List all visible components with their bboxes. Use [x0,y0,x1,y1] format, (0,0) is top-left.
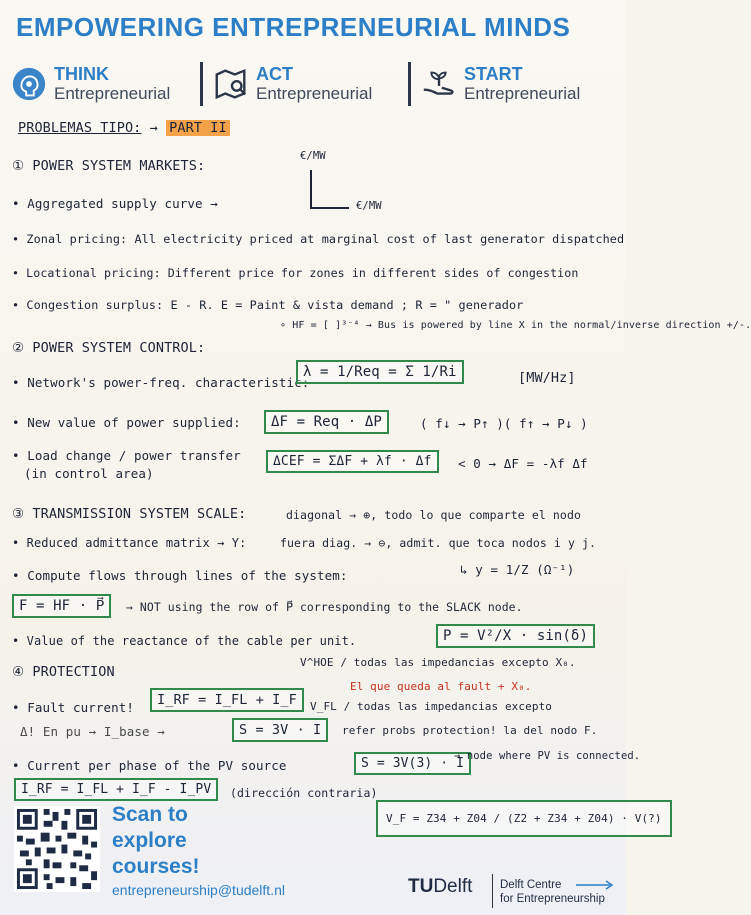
logo-prefix: TU [408,876,434,897]
note-line: (in control area) [24,466,154,481]
note-line: • Network's power-freq. characteristic: [12,375,310,390]
note-aside: < 0 → ΔF = -λf Δf [458,456,588,471]
note-aside: V^HOE / todas las impedancias excepto X₀. [300,656,576,669]
note-aside: V_FL / todas las impedancias excepto [310,700,553,713]
brand-keyword: ACT [256,64,293,84]
part-badge: PART II [166,120,230,136]
supply-curve-sketch [305,168,355,216]
brand-keyword: THINK [54,64,109,84]
logo-name: Delft [433,876,473,897]
tudelft-logo [408,876,472,898]
heading-text: PROBLEMAS TIPO: [18,120,142,136]
brain-gear-icon [10,65,48,103]
formula-box: ΔF = Req · ΔP [264,410,389,434]
notes-heading [18,120,230,136]
map-search-icon [212,65,250,103]
logo-divider [492,874,493,908]
unit-label: [MW/Hz] [518,370,576,386]
formula-box: F = HF · P⃗ [12,594,111,618]
formula-box: S = 3V · I [232,718,328,742]
note-aside: El que queda al fault + X₀. [350,680,532,693]
note-line: • Compute flows through lines of the system: [12,568,348,583]
note-aside: ↳ y = 1/Z (Ω⁻¹) [460,562,575,577]
note-aside: → NOT using the row of P⃗ corresponding to the SLACK node. [126,600,523,614]
section-1-title: ① POWER SYSTEM MARKETS: [12,158,206,174]
note-line: • Congestion surplus: E - R. E = Paint & vista demand ; R = " generador [12,298,524,312]
note-line: • Current per phase of the PV source [12,758,287,773]
axis-y-label: €/MW [300,150,326,162]
formula-box: I_RF = I_FL + I_F [150,688,304,712]
brand-act [212,58,372,110]
contact-email[interactable]: entrepreneurship@tudelft.nl [112,882,285,898]
note-line: • Zonal pricing: All electricity priced at marginal cost of last generator dispatched [12,232,625,246]
note-aside: ∘ HF = [ ]³⁻⁴ → Bus is powered by line X in the normal/inverse direction +/-. [280,320,751,331]
dcfe-line: for Entrepreneurship [500,893,605,905]
note-line: • New value of power supplied: [12,415,241,430]
formula-box: V_F = Z34 + Z04 / (Z2 + Z34 + Z04) · V(?) [376,800,672,837]
note-line: • Reduced admittance matrix → Y: [12,536,247,550]
note-line: • Aggregated supply curve → [12,196,218,211]
page-title: EMPOWERING ENTREPRENEURIAL MINDS [16,12,571,42]
section-3-title: ③ TRANSMISSION SYSTEM SCALE: [12,506,247,522]
brand-keyword: START [464,64,523,84]
brand-sub: Entrepreneurial [54,84,171,103]
brand-sub: Entrepreneurial [256,84,373,103]
note-aside: diagonal → ⊕, todo lo que comparte el nodo [286,508,581,522]
note-line: Δ! En pu → I_base → [20,724,165,739]
qr-code[interactable] [14,806,100,892]
dcfe-line: Delft Centre [500,879,562,891]
note-aside: refer probs protection! la del nodo F. [342,724,598,737]
scan-line: explore [112,829,187,852]
formula-box: ΔCEF = ΣΔF + λf · Δf [266,450,439,473]
scan-line: courses! [112,855,200,878]
formula-box: S = 3V(3) · I [354,752,471,775]
brand-sub: Entrepreneurial [464,84,581,103]
note-aside: ( f↓ → P↑ )( f↑ → P↓ ) [420,416,588,431]
brand-divider [200,62,203,106]
arrow-right-icon [576,880,616,890]
note-aside: (dirección contraria) [230,786,378,800]
note-aside: → node where PV is connected. [454,750,641,762]
formula-box: P = V²/X · sin(δ) [436,624,595,648]
section-4-title: ④ PROTECTION [12,664,115,680]
heading-arrow: → [149,120,158,136]
note-line: • Fault current! [12,700,135,715]
hand-sprout-icon [420,65,458,103]
formula-box: λ = 1/Req = Σ 1/Ri [296,360,464,384]
axis-x-label: €/MW [356,200,382,212]
note-aside: fuera diag. → ⊖, admit. que toca nodos i y j. [280,536,597,550]
note-line: • Load change / power transfer [12,448,241,463]
note-line: • Value of the reactance of the cable per unit. [12,634,357,648]
brand-divider [408,62,411,106]
section-2-title: ② POWER SYSTEM CONTROL: [12,340,206,356]
scan-cta [112,802,222,880]
brand-start [420,58,580,110]
formula-box: I_RF = I_FL + I_F - I_PV [14,778,218,801]
note-line: • Locational pricing: Different price for zones in different sides of congestion [12,266,579,280]
scan-line: Scan to [112,803,188,826]
brand-think [10,58,170,110]
